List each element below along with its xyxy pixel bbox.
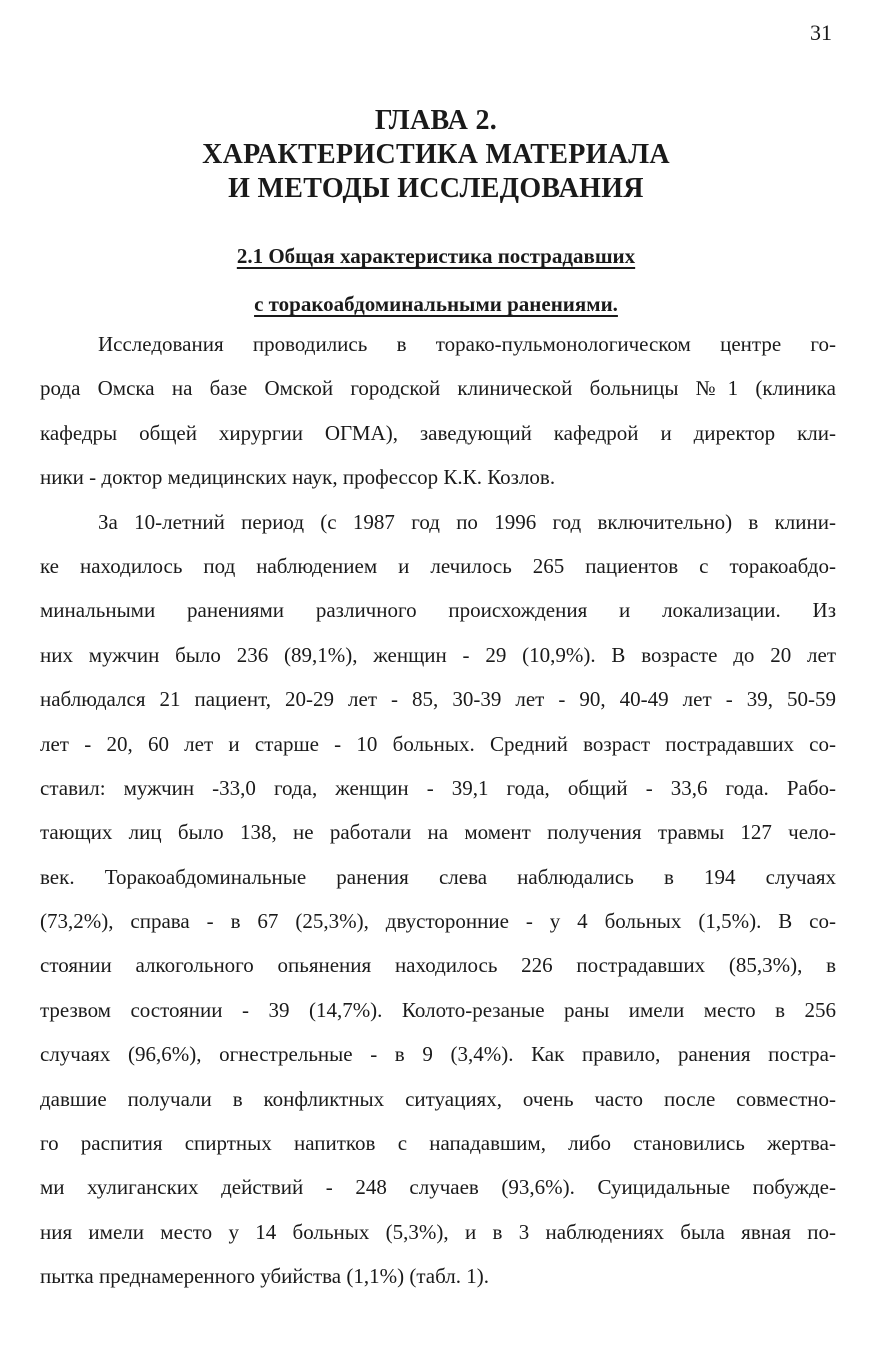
chapter-title-line-3: И МЕТОДЫ ИССЛЕДОВАНИЯ: [228, 173, 644, 204]
paragraph-2: [40, 500, 836, 1299]
section-title-line-1: 2.1 Общая характеристика пострадавших: [236, 244, 636, 268]
page-number: 31: [810, 20, 832, 45]
text-line: (73,2%), справа - в 67 (25,3%), двусторонние - у 4 больных (1,5%). В со-: [40, 909, 836, 934]
text-line: Исследования проводились в торако-пульмонологическом центре го-: [98, 332, 836, 356]
text-line: пытка преднамеренного убийства (1,1%) (табл. 1).: [40, 1264, 489, 1289]
text-line: век. Торакоабдоминальные ранения слева наблюдались в 194 случаях: [40, 864, 836, 889]
text-line: трезвом состоянии - 39 (14,7%). Колото-резаные раны имели место в 256: [40, 997, 836, 1022]
text-line: минальными ранениями различного происхождения и локализации. Из: [40, 598, 836, 623]
text-line: ке находилось под наблюдением и лечилось 265 пациентов с торакоабдо-: [40, 553, 836, 578]
text-line: За 10-летний период (с 1987 год по 1996 год включительно) в клини-: [98, 509, 836, 534]
chapter-title-line-1: ГЛАВА 2.: [374, 105, 498, 136]
text-line: ния имели место у 14 больных (5,3%), и в 3 наблюдениях была явная по-: [40, 1219, 836, 1244]
paragraph-1: [40, 322, 836, 500]
text-line: стоянии алкогольного опьянения находилось 226 пострадавших (85,3%), в: [40, 953, 836, 978]
text-line: рода Омска на базе Омской городской клинической больницы №1 (клиника: [40, 376, 836, 401]
chapter-title-line-2: ХАРАКТЕРИСТИКА МАТЕРИАЛА: [202, 139, 670, 170]
text-line: них мужчин было 236 (89,1%), женщин - 29 (10,9%). В возрасте до 20 лет: [40, 642, 836, 667]
section-title-line-2: с торакоабдоминальными ранениями.: [254, 292, 618, 316]
text-line: ми хулиганских действий - 248 случаев (93,6%). Суицидальные побужде-: [40, 1175, 836, 1200]
text-line: ставил: мужчин -33,0 года, женщин - 39,1 года, общий - 33,6 года. Рабо-: [40, 775, 836, 800]
text-line: наблюдался 21 пациент, 20-29 лет - 85, 30-39 лет - 90, 40-49 лет - 39, 50-59: [40, 687, 836, 712]
text-line: давшие получали в конфликтных ситуациях, очень часто после совместно-: [40, 1086, 836, 1111]
section-heading: [0, 232, 872, 328]
chapter-heading: [0, 104, 872, 206]
text-line: го распития спиртных напитков с нападавшим, либо становились жертва-: [40, 1131, 836, 1156]
text-line: кафедры общей хирургии ОГМА), заведующий кафедрой и директор кли-: [40, 420, 836, 445]
body-text: [40, 322, 836, 1299]
text-line: тающих лиц было 138, не работали на момент получения травмы 127 чело-: [40, 820, 836, 845]
text-line: лет - 20, 60 лет и старше - 10 больных. Средний возраст пострадавших со-: [40, 731, 836, 756]
text-line: случаях (96,6%), огнестрельные - в 9 (3,4%). Как правило, ранения постра-: [40, 1042, 836, 1067]
text-line: ники - доктор медицинских наук, профессор К.К. Козлов.: [40, 465, 556, 490]
